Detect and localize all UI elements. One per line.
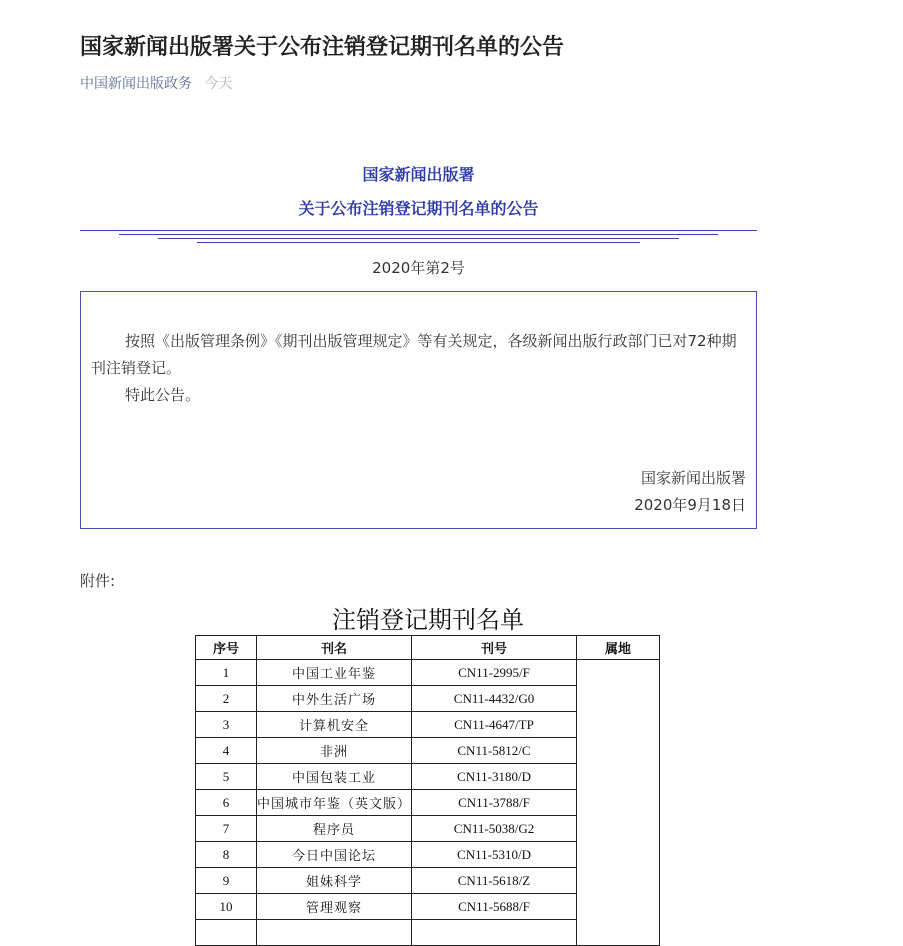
publish-time: 今天 xyxy=(204,76,233,92)
row-no: 1 xyxy=(196,660,257,686)
row-cn xyxy=(412,920,577,946)
table-row xyxy=(196,660,660,686)
row-no: 6 xyxy=(196,790,257,816)
row-name xyxy=(257,920,412,946)
row-no: 4 xyxy=(196,738,257,764)
row-cn: CN11-5618/Z xyxy=(412,868,577,894)
source-account-link[interactable]: 中国新闻出版政务 xyxy=(80,76,192,92)
notice-org: 国家新闻出版署 xyxy=(362,165,475,184)
row-no: 8 xyxy=(196,842,257,868)
article-title: 国家新闻出版署关于公布注销登记期刊名单的公告 xyxy=(80,35,565,60)
row-cn: CN11-5038/G2 xyxy=(412,816,577,842)
row-cn: CN11-2995/F xyxy=(412,660,577,686)
row-cn: CN11-3788/F xyxy=(412,790,577,816)
row-no: 9 xyxy=(196,868,257,894)
row-name: 中国包装工业 xyxy=(257,764,412,790)
row-cn: CN11-4432/G0 xyxy=(412,686,577,712)
row-cn: CN11-5812/C xyxy=(412,738,577,764)
row-name: 中国城市年鉴（英文版） xyxy=(257,790,412,816)
row-name: 非洲 xyxy=(257,738,412,764)
row-name: 今日中国论坛 xyxy=(257,842,412,868)
notice-date: 2020年9月18日 xyxy=(634,496,746,514)
row-name: 中国工业年鉴 xyxy=(257,660,412,686)
divider-rule xyxy=(158,238,679,239)
row-no: 3 xyxy=(196,712,257,738)
row-cn: CN11-5688/F xyxy=(412,894,577,920)
column-header-no: 序号 xyxy=(196,636,257,660)
column-header-cn: 刊号 xyxy=(412,636,577,660)
row-no: 10 xyxy=(196,894,257,920)
divider-rule xyxy=(197,242,640,243)
divider-rule xyxy=(119,234,718,235)
row-no xyxy=(196,920,257,946)
row-location xyxy=(577,660,660,946)
row-cn: CN11-5310/D xyxy=(412,842,577,868)
notice-body: 按照《出版管理条例》《期刊出版管理规定》等有关规定，各级新闻出版行政部门已对72种期刊注销登记。 xyxy=(91,332,737,377)
row-name: 姐妹科学 xyxy=(257,868,412,894)
journal-table xyxy=(195,635,660,946)
column-header-location: 属地 xyxy=(577,636,660,660)
divider-rule xyxy=(80,230,757,231)
row-no: 2 xyxy=(196,686,257,712)
notice-box xyxy=(80,291,757,529)
row-name: 计算机安全 xyxy=(257,712,412,738)
row-name: 程序员 xyxy=(257,816,412,842)
notice-closing: 特此公告。 xyxy=(125,386,201,404)
row-cn: CN11-4647/TP xyxy=(412,712,577,738)
article-meta xyxy=(80,73,232,93)
notice-signature: 国家新闻出版署 xyxy=(640,469,746,487)
row-name: 中外生活广场 xyxy=(257,686,412,712)
row-name: 管理观察 xyxy=(257,894,412,920)
row-no: 5 xyxy=(196,764,257,790)
row-cn: CN11-3180/D xyxy=(412,764,577,790)
table-header-row xyxy=(196,636,660,660)
list-title: 注销登记期刊名单 xyxy=(332,606,524,634)
column-header-name: 刊名 xyxy=(257,636,412,660)
row-no: 7 xyxy=(196,816,257,842)
issue-number: 2020年第2号 xyxy=(372,259,465,277)
attachment-label: 附件: xyxy=(80,572,116,590)
notice-heading: 关于公布注销登记期刊名单的公告 xyxy=(298,199,539,218)
